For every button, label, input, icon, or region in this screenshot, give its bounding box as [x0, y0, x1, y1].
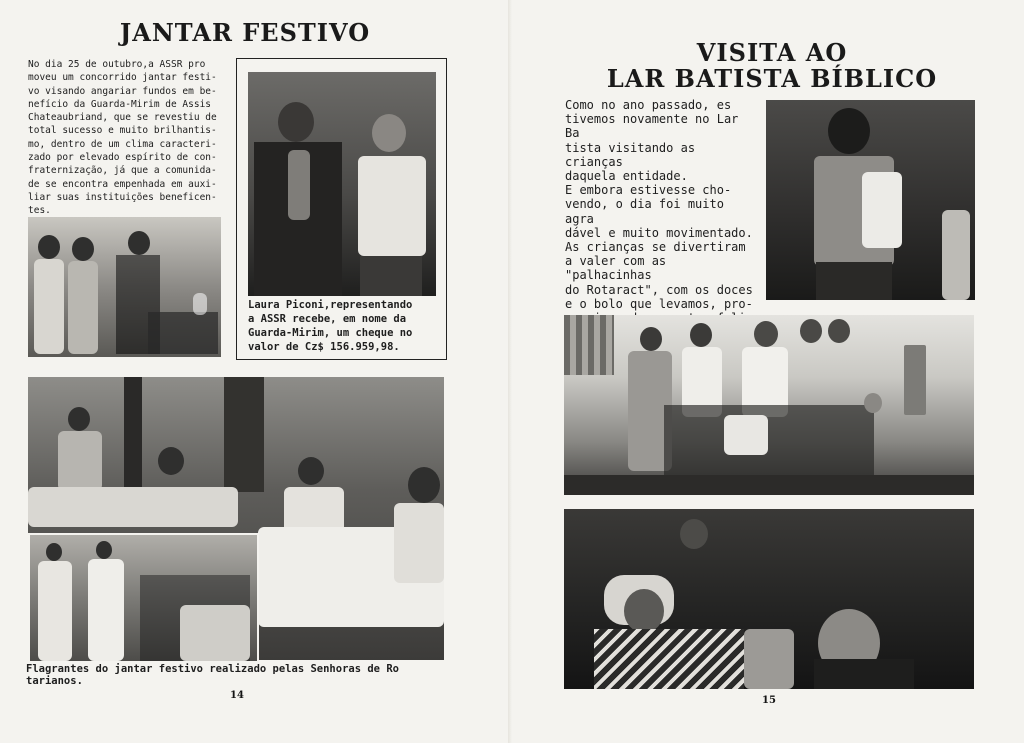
- left-page-title: JANTAR FESTIVO: [119, 18, 371, 47]
- photo-dinner-guests-standing: [28, 533, 259, 663]
- photo-children-party: [564, 509, 974, 689]
- right-page-number: 15: [762, 695, 776, 706]
- right-title-line2: LAR BATISTA BÍBLICO: [606, 64, 938, 93]
- right-page-title: [592, 40, 952, 92]
- left-article-body: No dia 25 de outubro,a ASSR pro moveu um concorrido jantar festi- vo visando angariar fundos em be- nefício da Guarda-Mirim de Assis Chateaubriand, que se revestiu de total sucesso e muito brilhantis- mo, dentro de um clima caracteri- zado por elevado espírito de con- fraternização, já que a comunida- de se encontra empenhada em auxi- liar suas instituições beneficen- tes.: [28, 59, 217, 217]
- right-article-body: Como no ano passado, es tivemos novamente no Lar Ba tista visitando as crianças daquela entidade. E embora estivesse cho- vendo, o dia foi muito agra dável e muito movimentado. As crianças se divertiram a valer com as "palhacinhas do Rotaract", com os doces e o bolo que levamos, pro-: [565, 98, 753, 311]
- dinner-photos-caption: Flagrantes do jantar festivo realizado pelas Senhoras de Ro tarianos.: [26, 663, 399, 687]
- photo-rotaract-group: [564, 315, 974, 495]
- photo-child-with-bag: [766, 100, 975, 300]
- right-title-line1: VISITA AO: [696, 38, 848, 67]
- photo-three-women: [28, 217, 221, 357]
- photo-laura-piconi: [248, 72, 436, 296]
- piconi-photo-caption: Laura Piconi,representando a ASSR recebe, em nome da Guarda-Mirim, um cheque no valor de Cz$ 156.959,98.: [248, 299, 413, 353]
- left-page-number: 14: [230, 690, 244, 701]
